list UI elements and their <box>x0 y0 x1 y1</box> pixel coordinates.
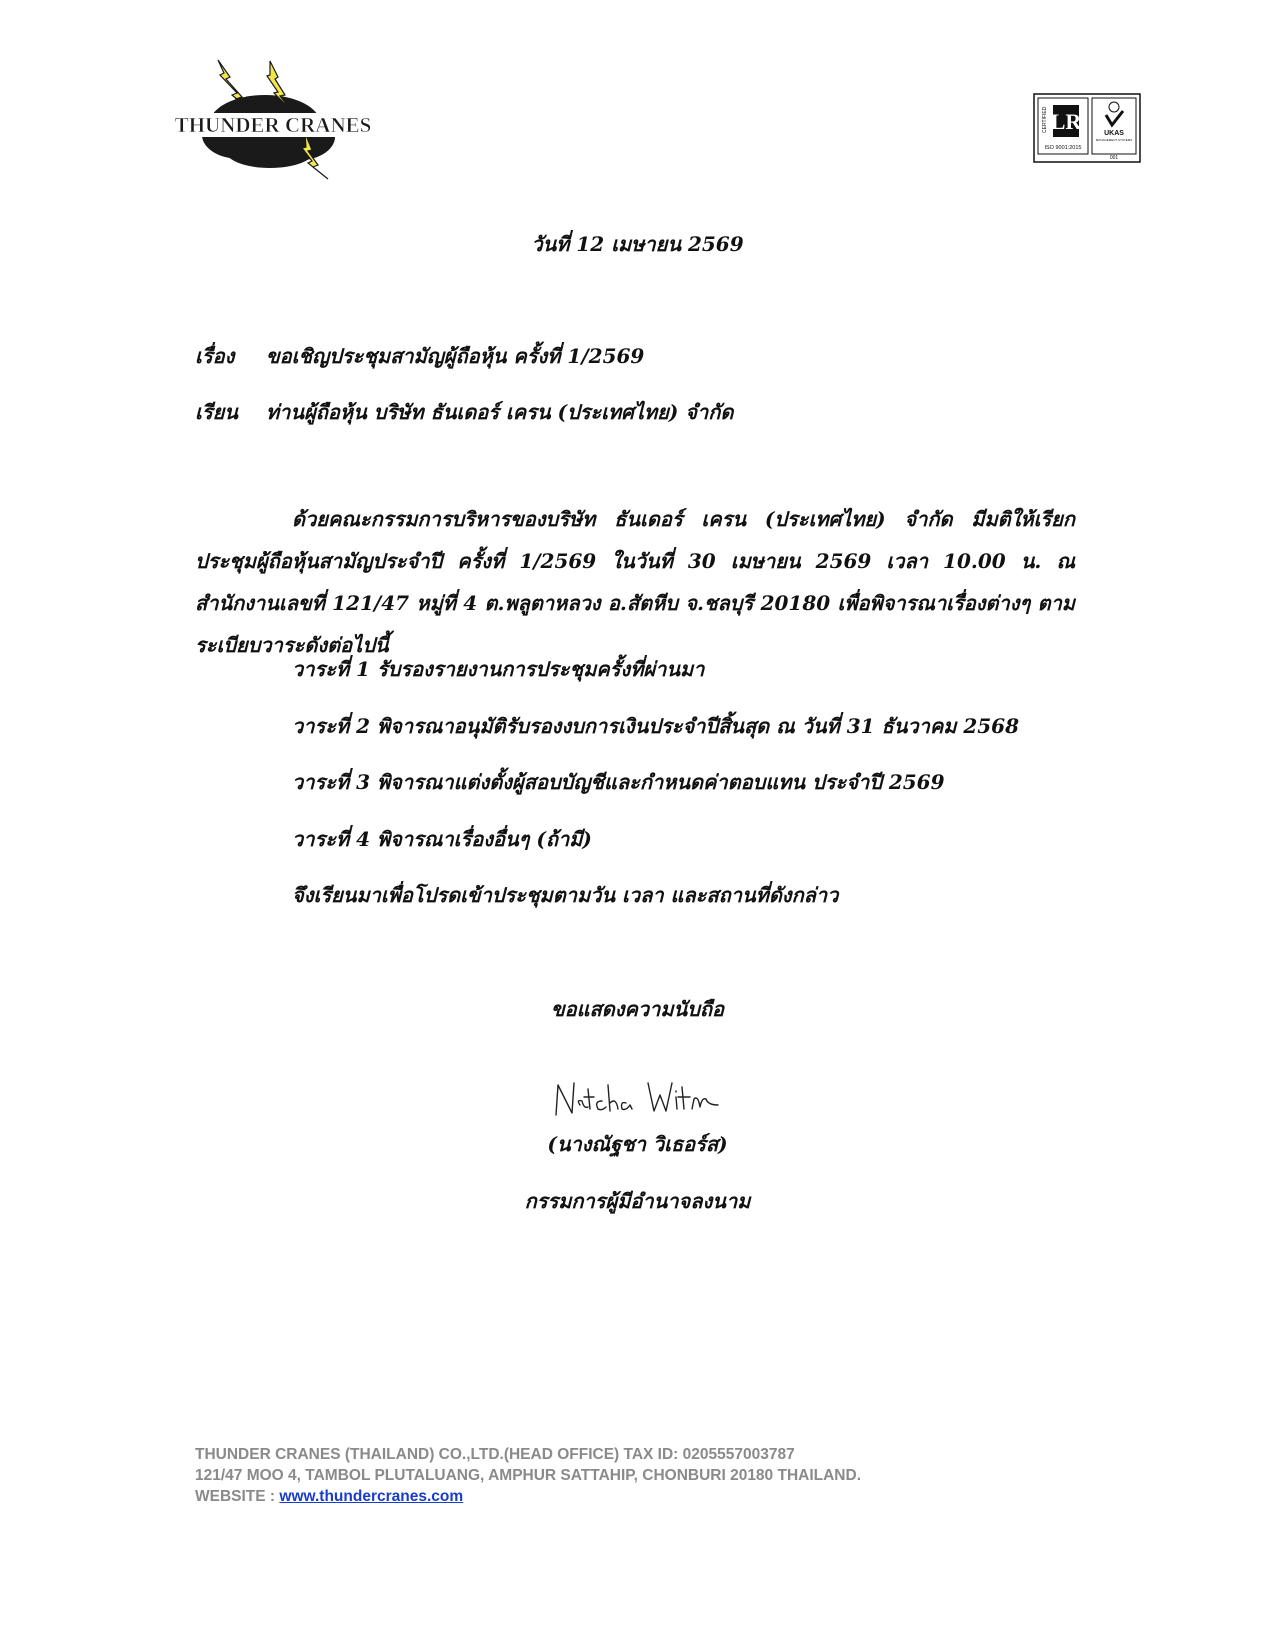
signer-name: (นางณัฐชา วิเธอร์ส) <box>547 1132 728 1156</box>
footer-website-line <box>195 1486 861 1507</box>
logo-text: THUNDER CRANES <box>174 113 372 137</box>
footer-company-line: THUNDER CRANES (THAILAND) CO.,LTD.(HEAD OFFICE) TAX ID: 0205557003787 <box>195 1446 795 1463</box>
footer-website-link[interactable]: www.thundercranes.com <box>279 1488 464 1505</box>
footer <box>195 1444 861 1507</box>
closing-request: จึงเรียนมาเพื่อโปรดเข้าประชุมตามวัน เวลา และสถานที่ดังกล่าว <box>292 883 839 907</box>
footer-website-label: WEBSITE : <box>195 1488 280 1505</box>
agenda-item-1: วาระที่ 1 รับรองรายงานการประชุมครั้งที่ผ่านมา <box>292 657 705 681</box>
company-logo <box>170 55 385 185</box>
letter-date: วันที่ 12 เมษายน 2569 <box>531 232 744 256</box>
cert-ukas: UKAS <box>1104 130 1124 137</box>
subject-label: เรื่อง <box>195 344 235 368</box>
cert-number: 001 <box>1109 155 1119 161</box>
recipient-label: เรียน <box>195 400 238 424</box>
subject-text: ขอเชิญประชุมสามัญผู้ถือหุ้น ครั้งที่ 1/2569 <box>266 344 645 368</box>
footer-address-line: 121/47 MOO 4, TAMBOL PLUTALUANG, AMPHUR SATTAHIP, CHONBURI 20180 THAILAND. <box>195 1467 862 1484</box>
signer-title: กรรมการผู้มีอำนาจลงนาม <box>524 1189 751 1213</box>
cert-mgmt: MANAGEMENT SYSTEMS <box>1095 138 1133 142</box>
iso-certification-badge <box>1033 93 1141 163</box>
body-paragraph: ด้วยคณะกรรมการบริหารของบริษัท ธันเดอร์ เครน (ประเทศไทย) จำกัด มีมติให้เรียกประชุมผู้ถือหุ้นสามัญประจำปี ครั้งที่ 1/2569 ในวันที่ 30 เมษายน 2569 เวลา 10.00 น. ณ สำนักงานเลขที่ 121/47 หมู่ที่ 4 ต.พลูตาหลวง อ.สัตหีบ จ.ชลบุรี 20180 เพื่อพิจารณาเรื่องต่างๆ ตามระเบียบวาระดังต่อไปนี้ <box>195 507 1075 657</box>
cert-iso: ISO 9001:2015 <box>1044 145 1082 151</box>
handwritten-signature <box>550 1075 725 1127</box>
agenda-item-4: วาระที่ 4 พิจารณาเรื่องอื่นๆ (ถ้ามี) <box>292 827 592 851</box>
agenda-item-2: วาระที่ 2 พิจารณาอนุมัติรับรองงบการเงินประจำปีสิ้นสุด ณ วันที่ 31 ธันวาคม 2568 <box>292 714 1020 738</box>
cert-certified: CERTIFIED <box>1042 106 1048 133</box>
agenda-item-3: วาระที่ 3 พิจารณาแต่งตั้งผู้สอบบัญชีและกำหนดค่าตอบแทน ประจำปี 2569 <box>292 770 945 794</box>
lr-mark: LR <box>1050 109 1082 134</box>
regards: ขอแสดงความนับถือ <box>550 997 725 1021</box>
recipient-text: ท่านผู้ถือหุ้น บริษัท ธันเดอร์ เครน (ประเทศไทย) จำกัด <box>266 400 734 424</box>
